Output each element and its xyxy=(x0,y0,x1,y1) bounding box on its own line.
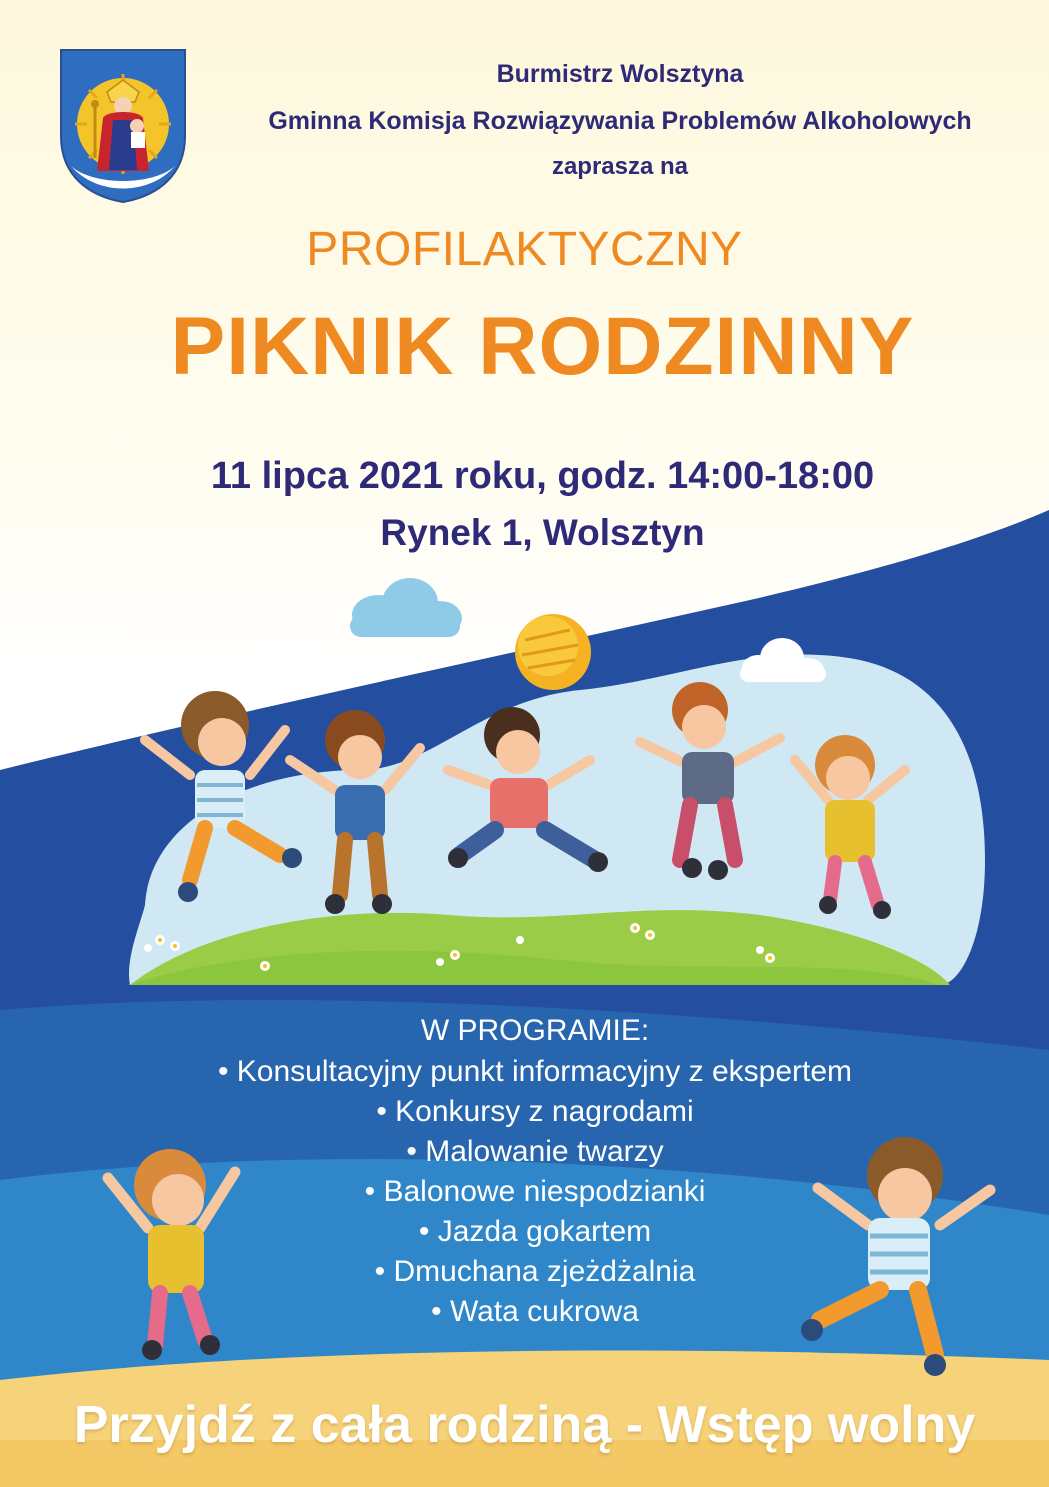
program-item: • Dmuchana zjeżdżalnia xyxy=(0,1252,1049,1292)
program-heading: W PROGRAMIE: xyxy=(420,1014,650,1047)
program-list xyxy=(0,1052,1049,1332)
program-item: • Konkursy z nagrodami xyxy=(0,1092,1049,1132)
event-subtitle: PROFILAKTYCZNY xyxy=(306,223,743,276)
cloud-icon xyxy=(242,642,333,690)
program-item: • Jazda gokartem xyxy=(0,1212,1049,1252)
event-title: PIKNIK RODZINNY xyxy=(170,301,915,392)
invites-line: zaprasza na xyxy=(551,153,689,180)
event-date: 11 lipca 2021 roku, godz. 14:00-18:00 xyxy=(210,455,875,497)
organizer-line-mayor: Burmistrz Wolsztyna xyxy=(496,60,744,88)
program-item: • Malowanie twarzy xyxy=(0,1132,1049,1172)
cloud-icon xyxy=(350,578,462,637)
event-place: Rynek 1, Wolsztyn xyxy=(380,512,705,553)
program-item: • Konsultacyjny punkt informacyjny z ekspertem xyxy=(0,1052,1049,1092)
program-section xyxy=(0,1010,1049,1332)
program-item: • Balonowe niespodzianki xyxy=(0,1172,1049,1212)
program-item: • Wata cukrowa xyxy=(0,1292,1049,1332)
sun-icon xyxy=(515,614,591,690)
organizer-line-commission: Gminna Komisja Rozwiązywania Problemów Alkoholowych xyxy=(268,107,972,135)
coat-of-arms-icon xyxy=(57,46,189,204)
footer-slogan: Przyjdź z cała rodziną - Wstęp wolny xyxy=(73,1396,976,1454)
